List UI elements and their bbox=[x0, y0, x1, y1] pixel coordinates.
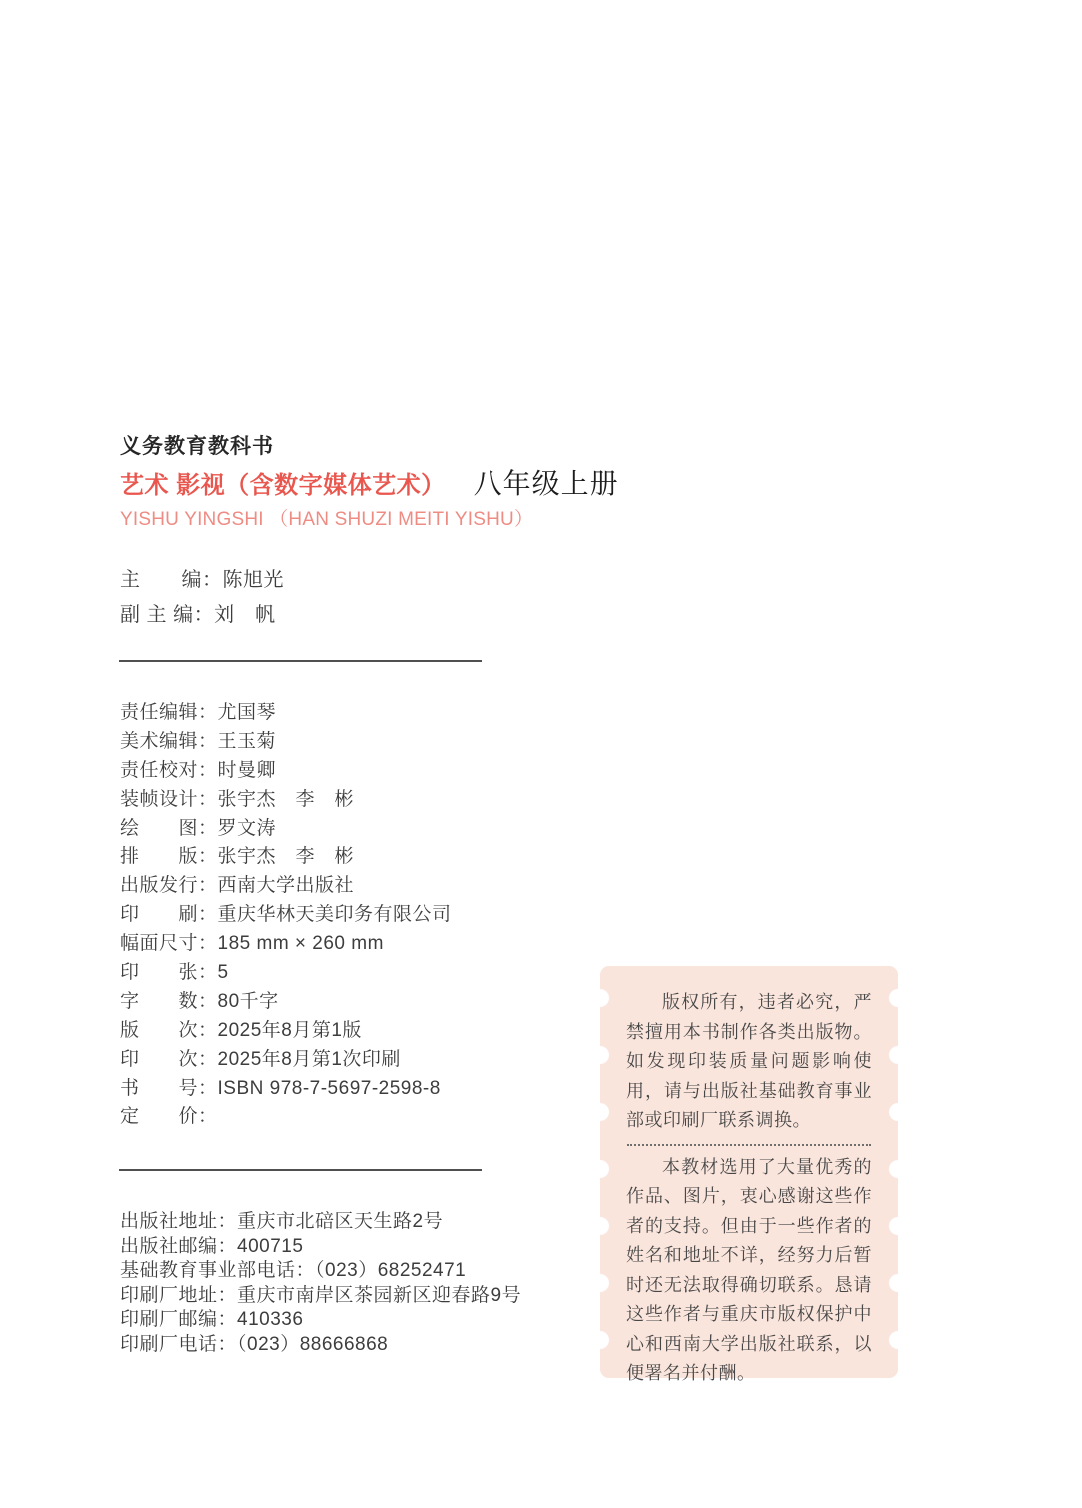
editor-row bbox=[120, 598, 284, 633]
series-title: 义务教育教科书 bbox=[120, 435, 274, 458]
colophon-row bbox=[120, 699, 452, 728]
contact-label: 印刷厂邮编： bbox=[120, 1309, 238, 1331]
acknowledgement-statement: 本教材选用了大量优秀的作品、图片，衷心感谢这些作者的支持。但由于一些作者的姓名和地址不详，经努力后暂时还无法取得确切联系。恳请这些作者与重庆市版权保护中心和西南大学出版社联系，以便署名并付酬。 bbox=[626, 1156, 872, 1383]
copyright-notice-box bbox=[600, 966, 898, 1383]
contact-row bbox=[120, 1259, 521, 1284]
contact-row bbox=[120, 1333, 521, 1358]
dotted-divider bbox=[627, 1144, 871, 1146]
colophon-value: 张宇杰 李 彬 bbox=[217, 788, 355, 810]
colophon-value: 尤国琴 bbox=[217, 702, 277, 723]
colophon-value: 2025年8月第1次印刷 bbox=[217, 1048, 401, 1070]
colophon-value: 重庆华林天美印务有限公司 bbox=[217, 904, 452, 926]
editor-name: 陈旭光 bbox=[222, 569, 284, 591]
contact-row bbox=[120, 1210, 521, 1235]
copyright-notice-content bbox=[600, 966, 898, 1389]
editor-row bbox=[120, 563, 284, 598]
colophon-row bbox=[120, 872, 452, 901]
title-row bbox=[120, 462, 619, 502]
colophon-value: 2025年8月第1版 bbox=[217, 1019, 362, 1041]
colophon-row bbox=[120, 959, 452, 988]
colophon-value: 罗文涛 bbox=[217, 817, 277, 839]
colophon-label: 印 次： bbox=[120, 1048, 218, 1070]
colophon-row bbox=[120, 930, 452, 959]
colophon-value: 西南大学出版社 bbox=[217, 875, 355, 897]
colophon-row bbox=[120, 1103, 452, 1132]
colophon-label: 出版发行： bbox=[120, 875, 218, 897]
colophon-row bbox=[120, 1075, 452, 1104]
colophon-label: 责任校对： bbox=[120, 759, 218, 781]
colophon-value: 张宇杰 李 彬 bbox=[217, 846, 355, 868]
contact-value: 410336 bbox=[237, 1309, 304, 1331]
colophon-row bbox=[120, 786, 452, 815]
colophon-label: 幅面尺寸： bbox=[120, 933, 218, 955]
colophon-row bbox=[120, 728, 452, 757]
copyright-statement: 版权所有，违者必究，严禁擅用本书制作各类出版物。如发现印装质量问题影响使用，请与出版社基础教育事业部或印刷厂联系调换。 bbox=[626, 992, 872, 1130]
colophon-row bbox=[120, 1046, 452, 1075]
contact-row bbox=[120, 1235, 521, 1260]
colophon-label: 美术编辑： bbox=[120, 730, 218, 752]
colophon-label: 装帧设计： bbox=[120, 788, 218, 810]
contact-label: 印刷厂地址： bbox=[120, 1284, 238, 1306]
contact-label: 出版社邮编： bbox=[120, 1235, 238, 1257]
contact-value: （023）68252471 bbox=[315, 1260, 467, 1282]
colophon-row bbox=[120, 843, 452, 872]
contact-value: 重庆市北碚区天生路2号 bbox=[237, 1211, 444, 1232]
title-pinyin: YISHU YINGSHI （HAN SHUZI MEITI YISHU） bbox=[120, 509, 534, 530]
contact-row bbox=[120, 1308, 521, 1333]
horizontal-rule bbox=[119, 1169, 482, 1171]
colophon-label: 版 次： bbox=[120, 1019, 218, 1041]
colophon-value: 5 bbox=[217, 962, 229, 984]
colophon-row bbox=[120, 815, 452, 844]
colophon-label: 印 张： bbox=[120, 962, 218, 984]
colophon-row bbox=[120, 757, 452, 786]
colophon-value: ISBN 978-7-5697-2598-8 bbox=[217, 1077, 441, 1099]
editor-role-label: 副 主 编： bbox=[120, 604, 215, 626]
book-title: 艺术 影视（含数字媒体艺术） bbox=[120, 472, 446, 499]
colophon-value: 185 mm × 260 mm bbox=[217, 933, 384, 955]
colophon-row bbox=[120, 1017, 452, 1046]
contact-value: （023）88666868 bbox=[237, 1333, 389, 1355]
colophon-row bbox=[120, 988, 452, 1017]
colophon-label: 责任编辑： bbox=[120, 702, 218, 723]
contact-label: 出版社地址： bbox=[120, 1211, 238, 1232]
contact-block bbox=[120, 1210, 521, 1358]
colophon-value: 80千字 bbox=[217, 990, 279, 1012]
colophon-label: 排 版： bbox=[120, 846, 218, 868]
contact-value: 400715 bbox=[237, 1235, 304, 1257]
contact-label: 基础教育事业部电话： bbox=[120, 1260, 316, 1282]
grade-label: 八年级上册 bbox=[473, 469, 619, 500]
colophon-block bbox=[120, 699, 452, 1132]
horizontal-rule bbox=[119, 660, 482, 662]
contact-label: 印刷厂电话： bbox=[120, 1333, 238, 1355]
contact-row bbox=[120, 1284, 521, 1309]
colophon-row bbox=[120, 901, 452, 930]
colophon-value: 时曼卿 bbox=[217, 759, 277, 781]
editor-role-label: 主 编： bbox=[120, 569, 223, 591]
colophon-value: 王玉菊 bbox=[217, 730, 277, 752]
colophon-label: 字 数： bbox=[120, 990, 218, 1012]
editor-name: 刘 帆 bbox=[214, 604, 276, 626]
contact-value: 重庆市南岸区茶园新区迎春路9号 bbox=[237, 1284, 522, 1306]
colophon-label: 绘 图： bbox=[120, 817, 218, 839]
colophon-label: 定 价： bbox=[120, 1106, 218, 1128]
colophon-label: 书 号： bbox=[120, 1077, 218, 1099]
editors-block bbox=[120, 563, 284, 633]
colophon-label: 印 刷： bbox=[120, 904, 218, 926]
